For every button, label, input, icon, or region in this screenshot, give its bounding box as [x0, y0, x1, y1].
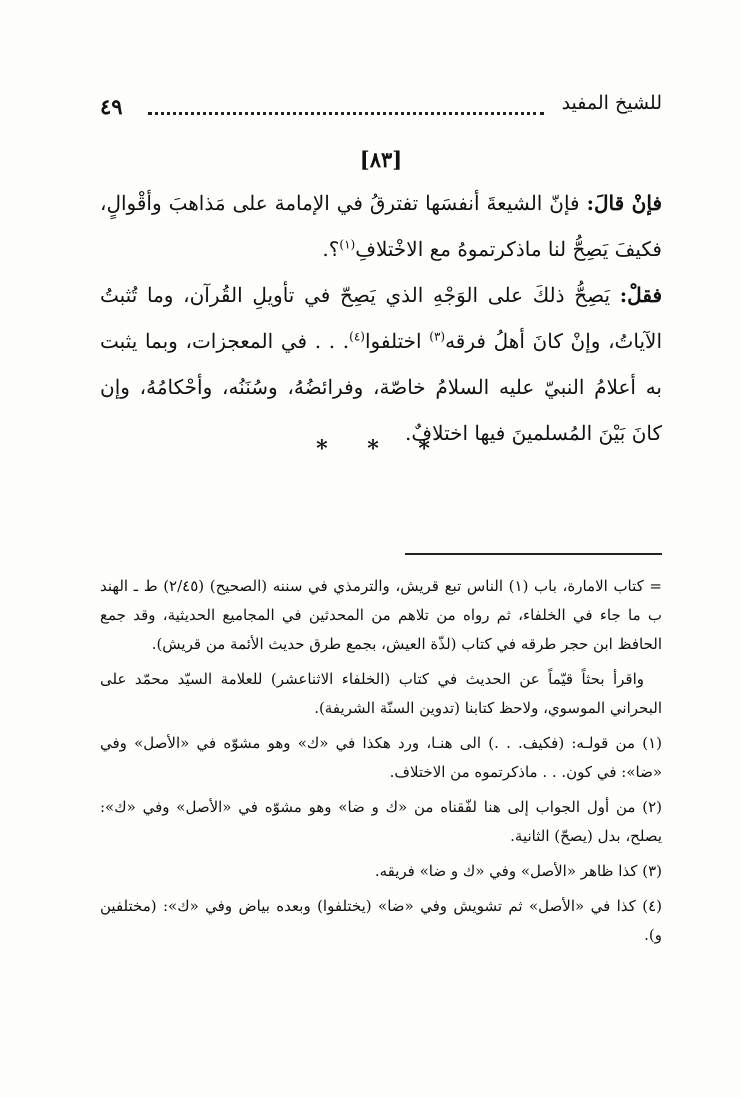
header-dot-leader [148, 112, 544, 115]
footnote-1: (١) من قولـه: (فكيف. . .) الى هنـا، ورد هكذا في «ك» وهو مشوّه في «الأصل» وفي «ضا»: في كون. . . ماذكرتموه من الاختلاف. [100, 734, 662, 781]
section-number: [٨٣] [359, 147, 403, 172]
footnote-continuation-2: واقرأ بحثاً قيّماً عن الحديث في كتاب (الخلفاء الاثناعشر) للعلامة السيّد محمّد على البحراني الموسوي، ولاحظ كتابنا (تدوين السنّة الشريفة). [100, 670, 662, 717]
footnote-separator [405, 553, 662, 555]
page-number: ٤٩ [100, 94, 123, 119]
question-end: ؟. [322, 237, 340, 261]
footnote-2: (٢) من أول الجواب إلى هنا لفّقناه من «ك و ضا» وهو مشوّه في «الأصل» وفي «ك»: يصلح، بدل (يصحّ) الثانية. [100, 798, 662, 845]
footnote-ref-1: (١) [339, 237, 356, 252]
answer-lead: فقلْ: [619, 283, 663, 307]
answer-text-1: يَصِحُّ ذلكَ على الوَجْهِ الذي يَصِحّ في تأويلِ القُرآن، وما تُثبتُ الآياتُ، وإنْ كانَ أهلُ فرقه [100, 283, 663, 353]
footnote-3: (٣) كذا ظاهر «الأصل» وفي «ك و ضا» فريقه. [374, 862, 662, 880]
main-text [100, 140, 662, 456]
question-paragraph [100, 180, 662, 272]
answer-text-2: اختلفوا [364, 329, 430, 353]
answer-paragraph [100, 272, 662, 456]
question-text: فإنّ الشيعةَ أنفسَها تفترقُ في الإمامة على مَذاهبَ وأقْوالٍ، فكيفَ يَصِحُّ لنا ماذكرتموهُ مع الاخْتلافِ [100, 191, 662, 261]
section-divider-asterisks: * * * [316, 436, 446, 462]
footnotes [100, 572, 662, 956]
header-title: للشيخ المفيد [561, 92, 662, 114]
footnote-ref-4: (٤) [349, 329, 365, 344]
question-lead: فإنْ قالَ: [586, 191, 663, 215]
footnote-ref-3: (٣) [429, 329, 446, 344]
answer-text-3: . . . في المعجزات، وبما يثبت به أعلامُ النبيّ عليه السلامُ خاصّة، وفرائضُهُ، وسُنَنُه، وأحْكامُهُ، وإن كانَ بَيْنَ المُسلمينَ فيها اختلافٌ. [100, 329, 662, 445]
running-header [100, 92, 662, 122]
footnote-continuation: = كتاب الامارة، باب (١) الناس تبع قريش، والترمذي في سننه (الصحيح) (٢/٤٥) ط ـ الهند ب ما جاء في الخلفاء، ثم رواه من تلاهم من المحدثين في المجاميع الحديثية، وقد جمع الحافظ ابن حجر طرقه في كتاب (لذّة العيش، بجمع طرق حديث الأئمة من قريش). [100, 577, 662, 653]
footnote-4: (٤) كذا في «الأصل» ثم تشويش وفي «ضا» (يختلفوا) وبعده بياض وفي «ك»: (مختلفين و). [100, 897, 662, 944]
